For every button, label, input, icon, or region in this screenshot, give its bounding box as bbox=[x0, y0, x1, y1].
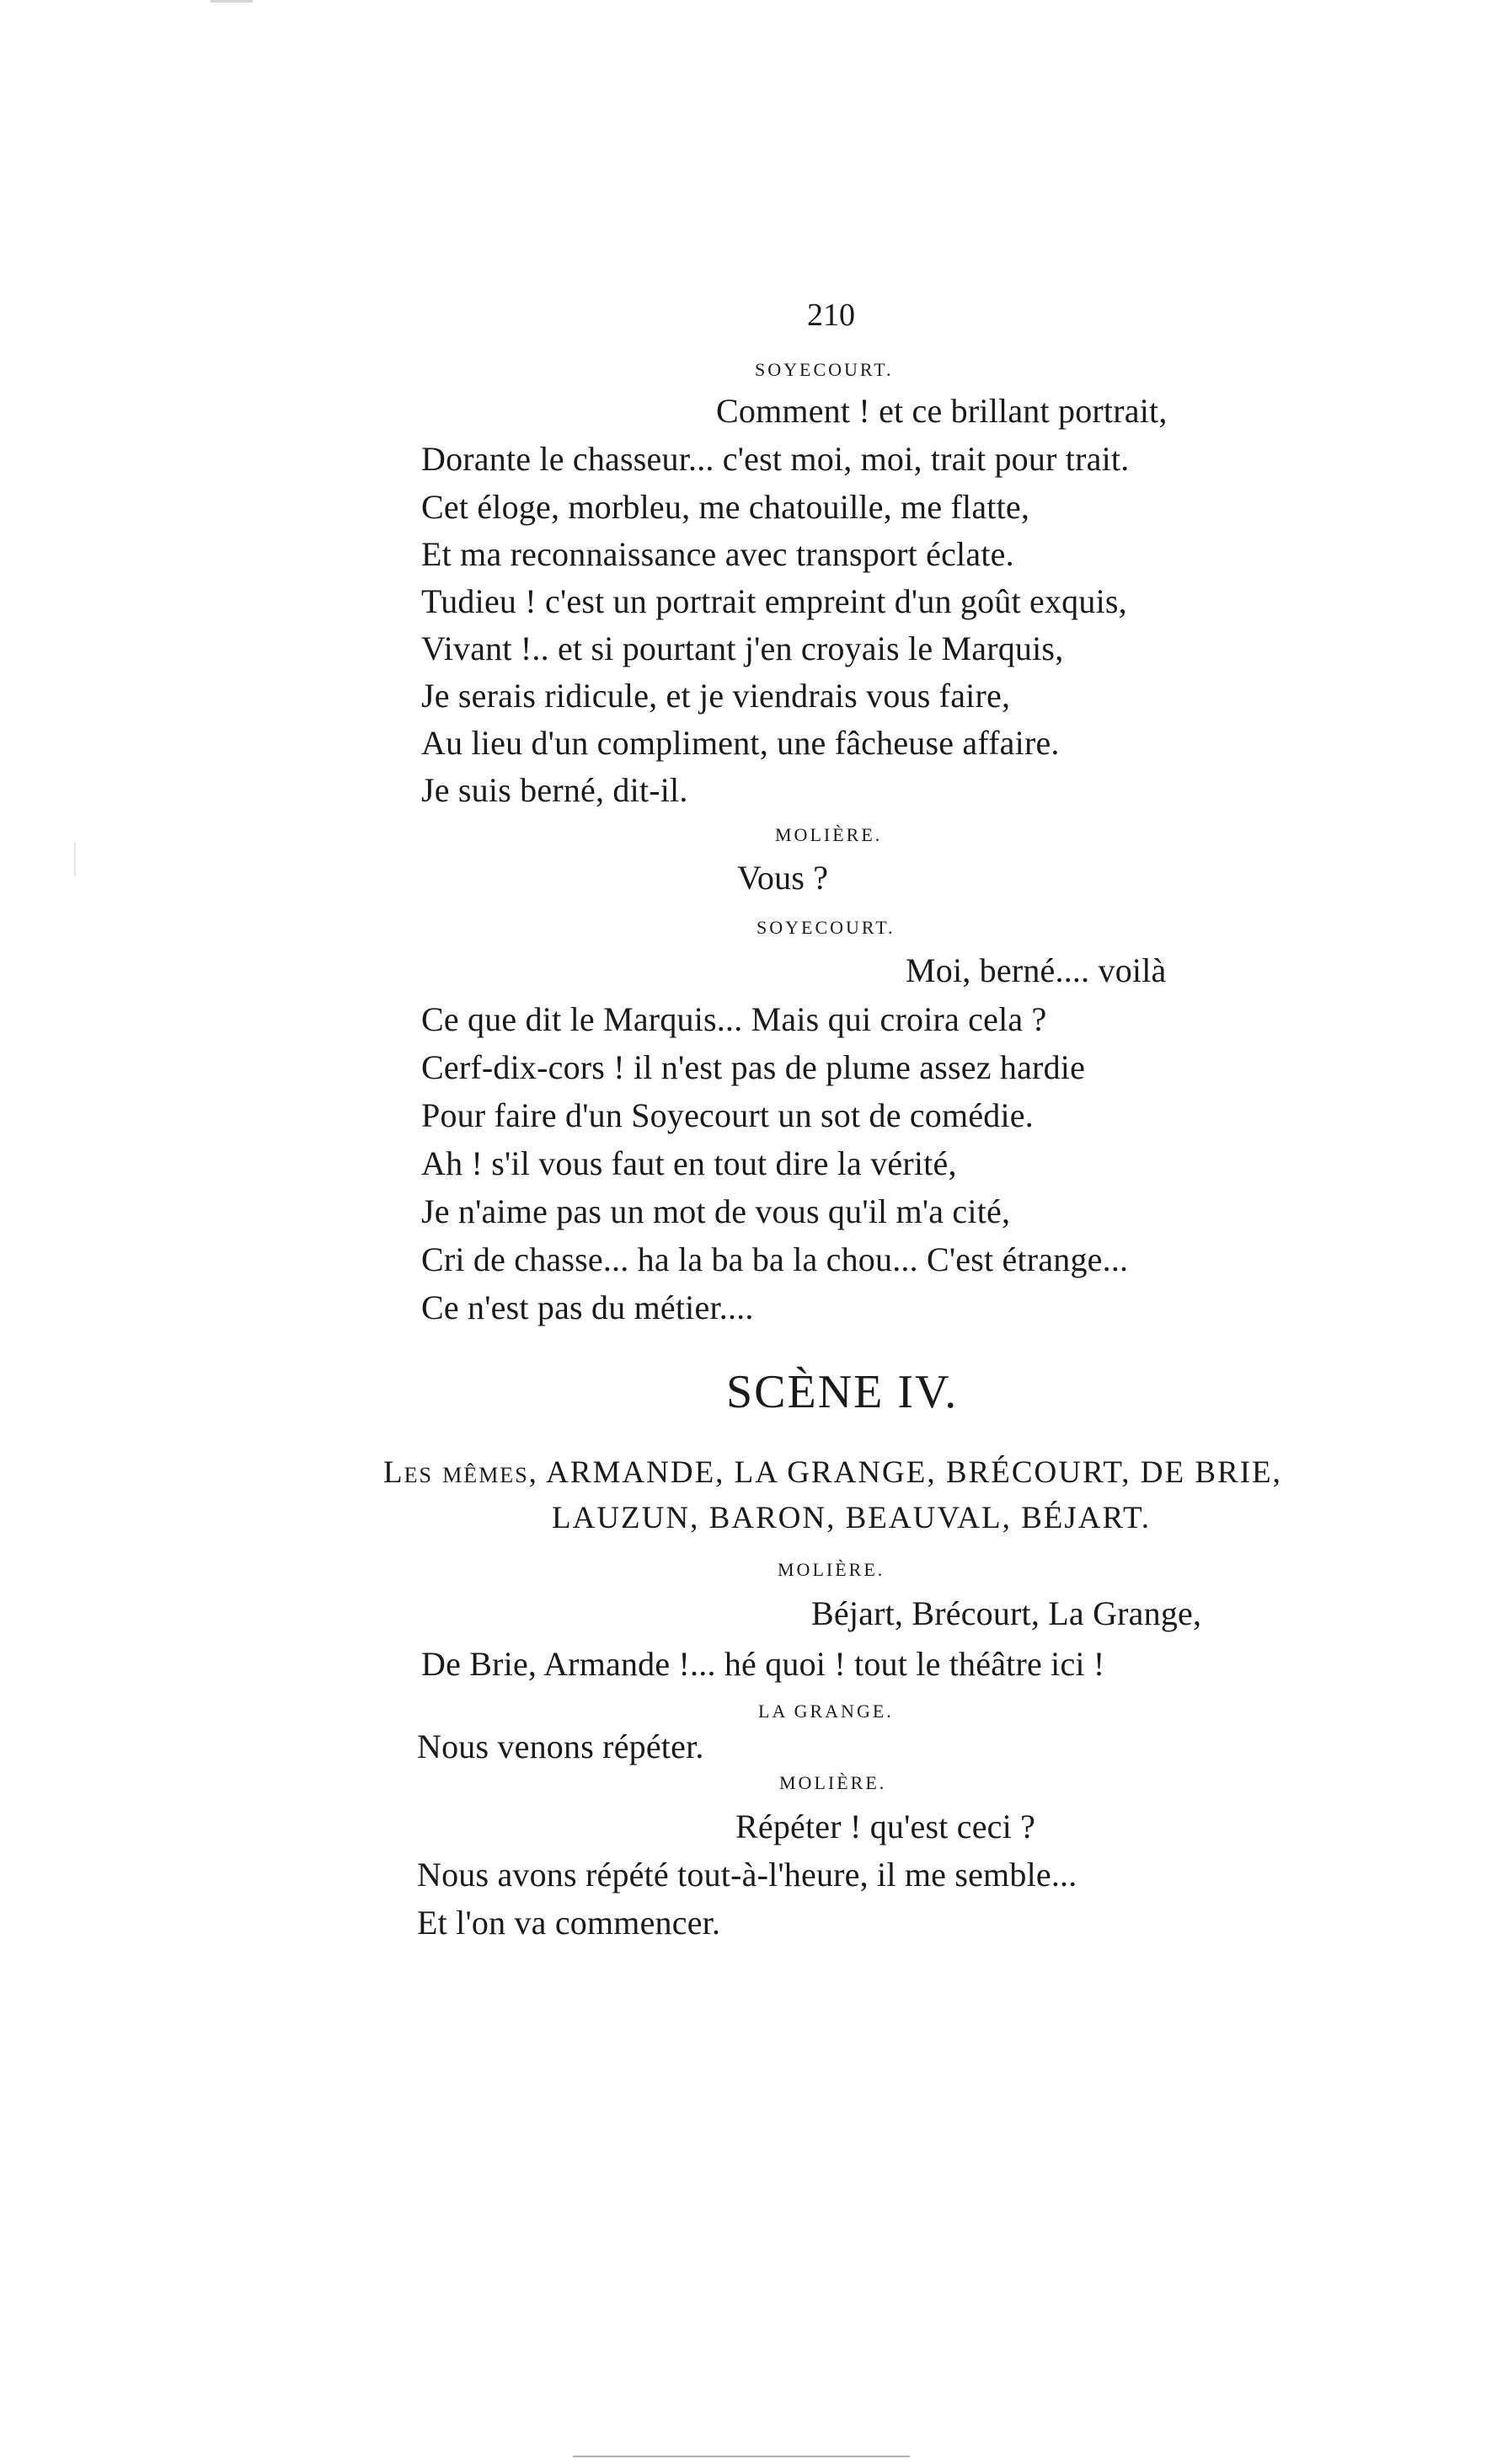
verse-line: Et ma reconnaissance avec transport éclate. bbox=[421, 535, 1014, 573]
verse-line: Vous ? bbox=[737, 859, 829, 897]
scan-artifact-left bbox=[74, 843, 76, 876]
verse-line: Vivant !.. et si pourtant j'en croyais le Marquis, bbox=[421, 629, 1064, 667]
cast-list-line-1 bbox=[383, 1454, 1282, 1491]
speaker-moliere: MOLIÈRE. bbox=[779, 1772, 887, 1793]
verse-line: Je n'aime pas un mot de vous qu'il m'a cité, bbox=[421, 1192, 1011, 1230]
cast-list-line-2: LAUZUN, BARON, BEAUVAL, BÉJART. bbox=[552, 1501, 1152, 1535]
page-number: 210 bbox=[807, 297, 855, 333]
verse-line: Et l'on va commencer. bbox=[417, 1904, 721, 1942]
verse-line: Tudieu ! c'est un portrait empreint d'un goût exquis, bbox=[421, 582, 1127, 620]
verse-line: Répéter ! qu'est ceci ? bbox=[735, 1808, 1036, 1845]
speaker-moliere: MOLIÈRE. bbox=[778, 1559, 885, 1580]
speaker-moliere: MOLIÈRE. bbox=[775, 824, 883, 845]
verse-line: Béjart, Brécourt, La Grange, bbox=[811, 1594, 1202, 1632]
bottom-rule bbox=[573, 2456, 910, 2457]
verse-line: Ce n'est pas du métier.... bbox=[421, 1288, 754, 1326]
speaker-soyecourt: SOYECOURT. bbox=[757, 917, 896, 938]
scan-artifact-top bbox=[211, 0, 253, 3]
verse-line: Ah ! s'il vous faut en tout dire la vérité, bbox=[421, 1144, 957, 1182]
speaker-la-grange: LA GRANGE. bbox=[758, 1701, 894, 1722]
cast-names: ARMANDE, LA GRANGE, BRÉCOURT, DE BRIE, bbox=[546, 1455, 1282, 1490]
verse-line: Moi, berné.... voilà bbox=[906, 951, 1167, 989]
verse-line: Cri de chasse... ha la ba ba la chou... C'est étrange... bbox=[421, 1240, 1129, 1278]
scene-heading: SCÈNE IV. bbox=[726, 1366, 959, 1418]
verse-line: Dorante le chasseur... c'est moi, moi, trait pour trait. bbox=[421, 440, 1130, 478]
verse-line: Nous venons répéter. bbox=[417, 1727, 704, 1765]
verse-line: Cet éloge, morbleu, me chatouille, me flatte, bbox=[421, 488, 1030, 526]
verse-line: Je serais ridicule, et je viendrais vous faire, bbox=[421, 677, 1011, 715]
verse-line: Cerf-dix-cors ! il n'est pas de plume assez hardie bbox=[421, 1048, 1086, 1086]
verse-line: Pour faire d'un Soyecourt un sot de comédie. bbox=[421, 1096, 1034, 1134]
verse-line: Nous avons répété tout-à-l'heure, il me semble... bbox=[417, 1856, 1077, 1894]
speaker-soyecourt: SOYECOURT. bbox=[755, 359, 894, 380]
verse-line: Ce que dit le Marquis... Mais qui croira cela ? bbox=[421, 1000, 1047, 1038]
verse-line: Comment ! et ce brillant portrait, bbox=[716, 392, 1168, 430]
cast-prefix: Les mêmes, bbox=[383, 1455, 538, 1490]
verse-line: Je suis berné, dit-il. bbox=[421, 771, 688, 809]
verse-line: Au lieu d'un compliment, une fâcheuse affaire. bbox=[421, 724, 1060, 762]
verse-line: De Brie, Armande !... hé quoi ! tout le théâtre ici ! bbox=[421, 1645, 1105, 1683]
